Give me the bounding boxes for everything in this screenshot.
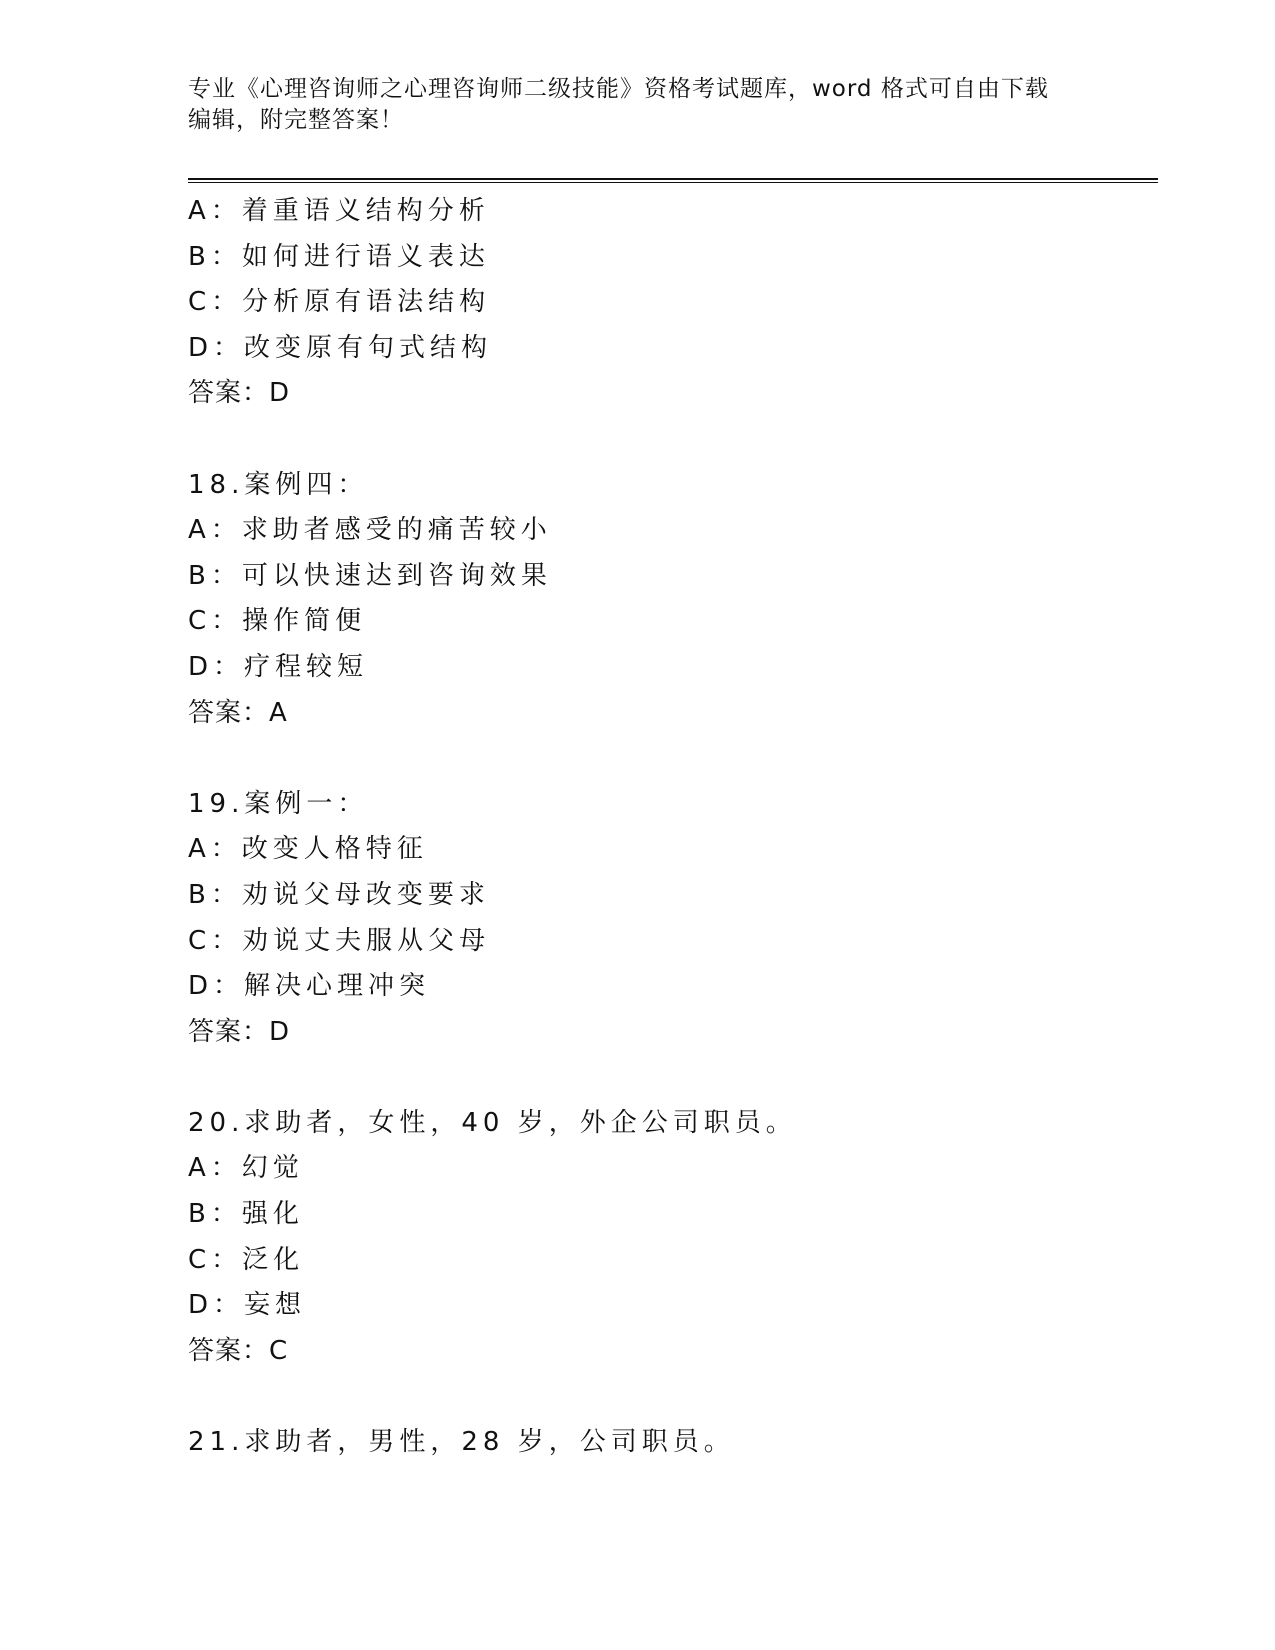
- answer-line: 答案：D: [188, 378, 291, 409]
- block-spacer: [188, 417, 1148, 463]
- header-line-1: 专业《心理咨询师之心理咨询师二级技能》资格考试题库，word 格式可自由下载: [188, 76, 1049, 102]
- option-b: B：劝说父母改变要求: [188, 879, 490, 910]
- answer-line: 答案：A: [188, 697, 288, 728]
- question-18: 18.案例四：: [188, 469, 369, 500]
- header-line-2: 编辑，附完整答案！: [188, 107, 404, 133]
- option-d: D：解决心理冲突: [188, 971, 431, 1002]
- block-spacer: [188, 1374, 1148, 1420]
- option-a: A：幻觉: [188, 1153, 304, 1184]
- question-19: 19.案例一：: [188, 788, 369, 819]
- option-b: B：可以快速达到咨询效果: [188, 560, 552, 591]
- option-a: A：求助者感受的痛苦较小: [188, 515, 552, 546]
- header-divider: [188, 178, 1158, 183]
- option-d: D：妄想: [188, 1290, 307, 1321]
- option-c: C：操作简便: [188, 606, 367, 637]
- block-spacer: [188, 1055, 1148, 1101]
- option-a: A：改变人格特征: [188, 834, 428, 865]
- option-c: C：泛化: [188, 1244, 305, 1275]
- option-d: D：疗程较短: [188, 651, 369, 682]
- option-c: C：分析原有语法结构: [188, 287, 491, 318]
- answer-line: 答案：D: [188, 1016, 291, 1047]
- option-d: D：改变原有句式结构: [188, 332, 493, 363]
- question-21: 21.求助者，男性，28 岁，公司职员。: [188, 1427, 735, 1458]
- option-b: B：强化: [188, 1199, 304, 1230]
- question-20: 20.求助者，女性，40 岁，外企公司职员。: [188, 1107, 797, 1138]
- option-a: A：着重语义结构分析: [188, 196, 490, 226]
- answer-line: 答案：C: [188, 1335, 289, 1366]
- question-list: [188, 189, 1148, 1466]
- option-c: C：劝说丈夫服从父母: [188, 925, 491, 956]
- option-b: B：如何进行语义表达: [188, 241, 490, 272]
- block-spacer: [188, 736, 1148, 782]
- document-header: [188, 74, 1088, 136]
